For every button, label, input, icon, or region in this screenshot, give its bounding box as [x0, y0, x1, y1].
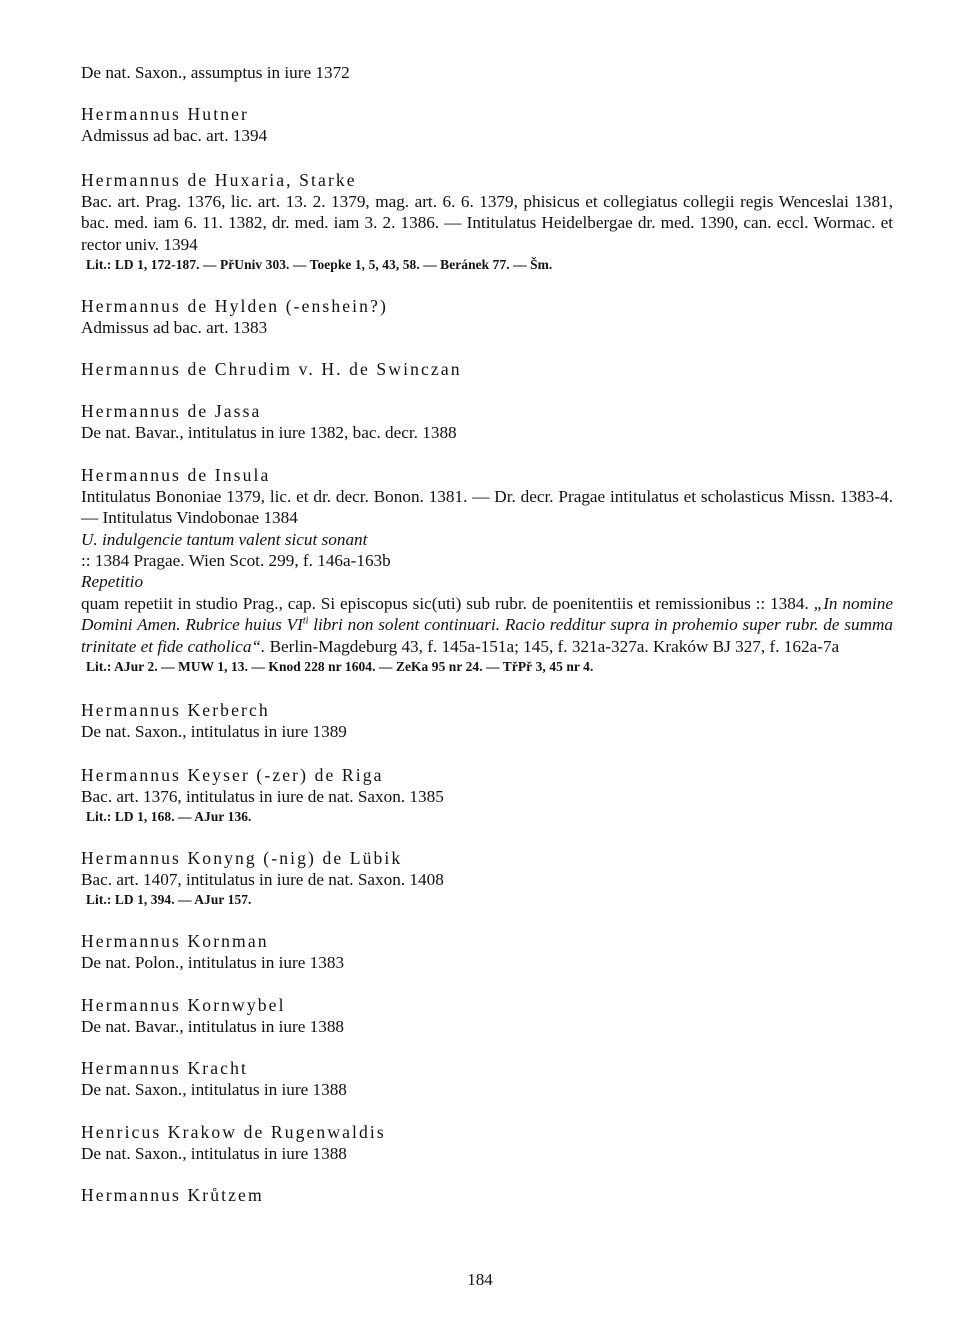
- entry: [81, 930, 893, 973]
- document-page: [81, 62, 893, 1206]
- entry-paragraph: Bac. art. Prag. 1376, lic. art. 13. 2. 1379, mag. art. 6. 6. 1379, phisicus et collegiatus collegii regis Wenceslai 1381, bac. med. iam 6. 11. 1382, dr. med. iam 3. 2. 1386. — Intitulatus Heidelbergae dr. med. 1390, can. eccl. Wormac. et rector univ. 1394: [81, 191, 893, 254]
- entry-text: De nat. Saxon., intitulatus in iure 1389: [81, 722, 347, 742]
- literature-line: Lit.: LD 1, 168. — AJur 136.: [86, 808, 252, 824]
- entry-name: Hermannus de Chrudim v. H. de Swinczan: [81, 359, 462, 380]
- entry-text: De nat. Polon., intitulatus in iure 1383: [81, 953, 345, 973]
- entry: [81, 994, 893, 1037]
- entry-text: De nat. Saxon., intitulatus in iure 1388: [81, 1080, 347, 1100]
- entry-text: Admissus ad bac. art. 1394: [81, 126, 268, 146]
- entry: [81, 62, 893, 83]
- entry: [81, 358, 893, 380]
- entry-name: Henricus Krakow de Rugenwaldis: [81, 1121, 386, 1142]
- literature-line: Lit.: AJur 2. — MUW 1, 13. — Knod 228 nr 1604. — ZeKa 95 nr 24. — TřPř 3, 45 nr 4.: [86, 659, 594, 675]
- entry: [81, 464, 893, 677]
- work-title: U. indulgencie tantum valent sicut sonant: [81, 529, 368, 549]
- entry-name: Hermannus Kornman: [81, 931, 269, 952]
- entry: [81, 764, 893, 827]
- literature-line: Lit.: LD 1, 394. — AJur 157.: [86, 892, 252, 908]
- entry-name: Hermannus Konyng (-nig) de Lübik: [81, 847, 403, 868]
- entry: [81, 103, 893, 146]
- incipit-superscript: ti: [302, 615, 309, 627]
- entry: [81, 699, 893, 742]
- entry-text: De nat. Bavar., intitulatus in iure 1388: [81, 1016, 345, 1036]
- entry: [81, 1121, 893, 1164]
- entry-text: Admissus ad bac. art. 1383: [81, 318, 268, 338]
- work-desc-text: quam repetiit in studio Prag., cap. Si episcopus sic(uti) sub rubr. de poenitentiis et remissionibus :: 1384.: [81, 593, 814, 613]
- entry-name: Hermannus Krůtzem: [81, 1184, 264, 1205]
- entry-name: Hermannus Hutner: [81, 104, 249, 125]
- entry-name: Hermannus de Jassa: [81, 401, 262, 422]
- entry: [81, 1057, 893, 1100]
- entry-name: Hermannus de Hylden (-enshein?): [81, 296, 388, 317]
- entry: [81, 400, 893, 443]
- entry: [81, 295, 893, 338]
- entry-name: Hermannus Kracht: [81, 1058, 248, 1079]
- work-description: [81, 593, 893, 657]
- work-manuscripts: Berlin-Magdeburg 43, f. 145a-151a; 145, f. 321a-327a. Kraków BJ 327, f. 162a-7a: [265, 636, 840, 656]
- entry: [81, 169, 893, 275]
- page-number: 184: [467, 1270, 493, 1289]
- entry-name: Hermannus Keyser (-zer) de Riga: [81, 764, 384, 785]
- entry-text: De nat. Saxon., intitulatus in iure 1388: [81, 1143, 347, 1163]
- work-label: Repetitio: [81, 572, 144, 592]
- entry-text: Bac. art. 1376, intitulatus in iure de nat. Saxon. 1385: [81, 786, 444, 806]
- entry-name: Hermannus de Insula: [81, 464, 271, 485]
- entry-text: De nat. Saxon., assumptus in iure 1372: [81, 63, 350, 82]
- entry: [81, 1184, 893, 1206]
- incipit-text-cont: libri non solent continuari. Racio redditur supra in prohemio super rubr. de summa trinitate et fide catholica“.: [81, 615, 893, 656]
- entry-name: Hermannus Kornwybel: [81, 994, 286, 1015]
- entry-name: Hermannus Kerberch: [81, 700, 270, 721]
- literature-line: Lit.: LD 1, 172-187. — PřUniv 303. — Toepke 1, 5, 43, 58. — Beránek 77. — Šm.: [86, 257, 553, 273]
- manuscript-line: :: 1384 Pragae. Wien Scot. 299, f. 146a-163b: [81, 551, 391, 571]
- entry-text: De nat. Bavar., intitulatus in iure 1382, bac. decr. 1388: [81, 423, 457, 443]
- entry-text: Bac. art. 1407, intitulatus in iure de nat. Saxon. 1408: [81, 869, 444, 889]
- entry: [81, 847, 893, 910]
- entry-name: Hermannus de Huxaria, Starke: [81, 169, 357, 190]
- incipit-text: „In nomine Domini Amen. Rubrice huius VI: [81, 593, 893, 635]
- entry-paragraph: Intitulatus Bononiae 1379, lic. et dr. decr. Bonon. 1381. — Dr. decr. Pragae intitulatus et scholasticus Missn. 1383-4. — Intitulatus Vindobonae 1384: [81, 486, 893, 528]
